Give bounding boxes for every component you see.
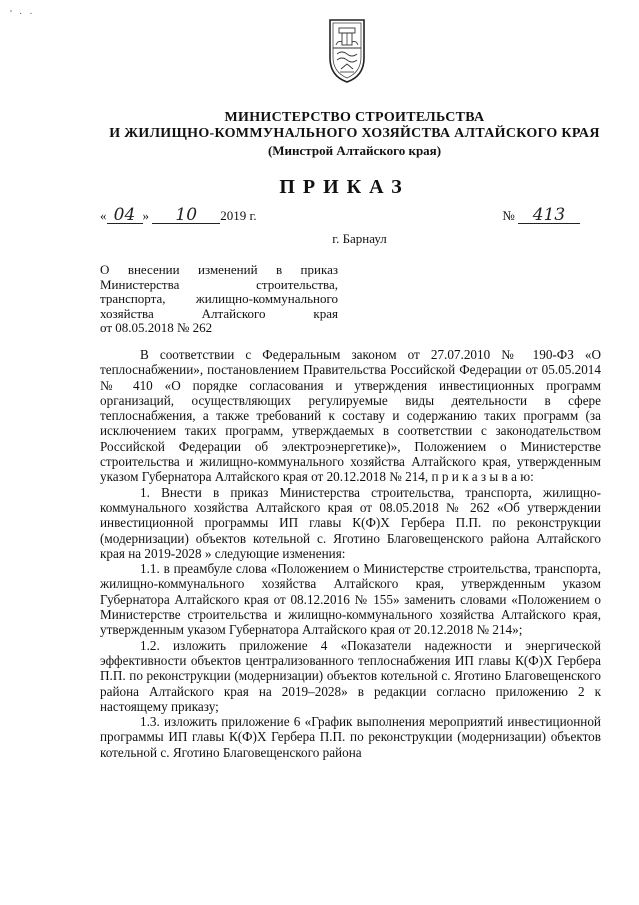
body-paragraph-item-1-1: 1.1. в преамбуле слова «Положением о Министерстве строительства, транспорта, жилищно-коммунального хозяйства Алтайского края, утвержденным указом Губернатора Алтайского края от 08.12.2016 № 155» заменить словами «Положением о Министерстве строительства и жилищно-коммунального хозяйства Алтайского края, утвержденным указом Губернатора Алтайского края от 20.12.2018 № 214»;: [100, 561, 601, 638]
body-paragraph-item-1: 1. Внести в приказ Министерства строительства, транспорта, жилищно-коммунального хозяйства Алтайского края от 08.05.2018 № 262 «Об утверждении инвестиционной программы ИП главы К(Ф)Х Гербера П.П. по реконструкции (модернизации) объектов котельной с. Яготино Благовещенского района Алтайского края на 2019-2028 » следующие изменения:: [100, 484, 601, 561]
body-paragraph-item-1-2: 1.2. изложить приложение 4 «Показатели надежности и энергической эффективности объектов централизованного теплоснабжения ИП главы К(Ф)Х Гербера П.П. по реконструкции (модернизации) объектов котельной с. Яготино Благовещенского района Алтайского края на 2019–2028» в редакции согласно приложению 2 к настоящему приказу;: [100, 637, 601, 714]
order-number: [502, 205, 580, 224]
body-paragraph-item-1-3: 1.3. изложить приложение 6 «График выполнения мероприятий инвестиционной программы ИП главы К(Ф)Х Гербера П.П. по реконструкции (модернизации) объектов котельной с. Яготино Благовещенского района: [100, 714, 601, 760]
coat-of-arms-emblem: [324, 14, 370, 86]
body-paragraph-preamble: В соответствии с Федеральным законом от 27.07.2010 № 190-ФЗ «О теплоснабжении», постановлением Правительства Российской Федерации от 05.05.2014 № 410 «О порядке согласования и утверждения инвестиционных программ организаций, осуществляющих регулируемые виды деятельности в сфере теплоснабжения, а также требований к составу и содержанию таких программ (за исключением таких программ, утверждаемых в соответствии с законодательством Российской Федерации об электроэнергетике)», Положением о Министерстве строительства и жилищно-коммунального хозяйства Алтайского края, утвержденным указом Губернатора Алтайского края от 20.12.2018 № 214, п р и к а з ы в а ю:: [100, 347, 601, 485]
ministry-name-line1: МИНИСТЕРСТВО СТРОИТЕЛЬСТВА: [224, 110, 485, 125]
date-open-quote: «: [100, 208, 107, 223]
order-body: [100, 347, 601, 760]
ministry-name-line2: И ЖИЛИЩНО-КОММУНАЛЬНОГО ХОЗЯЙСТВА АЛТАЙСКОГО КРАЯ: [109, 126, 600, 141]
ministry-header: [0, 110, 639, 159]
subject-line: транспорта, жилищно-коммунального: [100, 291, 338, 307]
number-sign: №: [502, 208, 515, 223]
date-year: 2019 г.: [220, 208, 257, 223]
subject-line: хозяйства Алтайского края: [100, 305, 338, 321]
subject-line: от 08.05.2018 № 262: [100, 320, 213, 336]
subject-line: Министерства строительства,: [100, 276, 338, 292]
date-day: 04: [107, 205, 143, 224]
date-month: 10: [152, 205, 220, 224]
order-date: [100, 205, 257, 224]
number-value: 413: [518, 205, 580, 224]
date-number-line: [100, 205, 580, 229]
corner-mark: ' · ·: [10, 8, 35, 20]
date-close-quote: »: [142, 208, 149, 223]
city-name: г. Барнаул: [332, 231, 387, 246]
ministry-short-name: (Минстрой Алтайского края): [267, 143, 442, 158]
subject-line: О внесении изменений в приказ: [100, 262, 338, 277]
document-title: ПРИКАЗ: [279, 176, 410, 198]
order-subject: [100, 263, 338, 336]
